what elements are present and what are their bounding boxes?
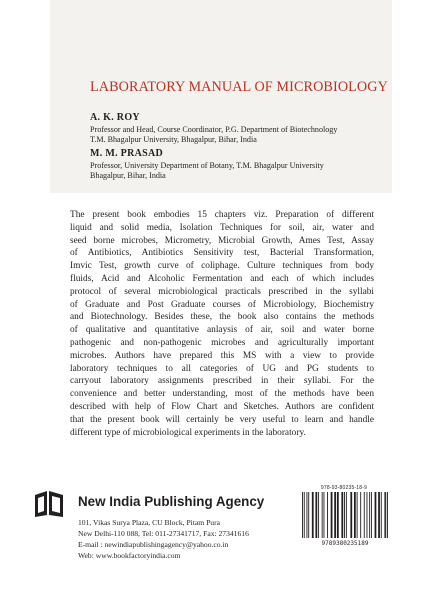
isbn-number: 978-93-80235-18-9 [320,485,368,491]
description-line: protocol of several microbiological practicals prescribed in the syllabi [70,286,374,297]
publisher-website: Web: www.bookfactoryindia.com [78,551,181,560]
barcode-bar [369,492,370,538]
isbn-barcode [296,492,394,546]
description-line: and Biotechnology. Besides these, the book also contains the methods [70,312,374,323]
author-1-name: A. K. ROY [90,112,140,123]
description-line: The present book embodies 15 chapters viz. Preparation of different [70,210,374,220]
publisher-logo-icon [33,489,65,519]
barcode-bar [322,492,323,538]
barcode-bar [344,492,345,538]
description-line: fluids, Acid and Alcoholic Fermentation and each of which includes [70,273,374,284]
barcode-bar [334,492,336,538]
barcode-bar [315,492,317,538]
barcode-bar [385,492,386,538]
barcode-bar [331,492,333,538]
barcode-bar [318,492,319,538]
barcode-bar [384,492,385,538]
description-line: pathogenic and non-pathogenic microbes and agriculturally important [70,337,374,348]
description-line: liquid and solid media, Isolation Techniques for soil, air, water and [70,222,374,233]
author-2-affiliation-line-2: Bhagalpur, Bihar, India [90,171,166,180]
barcode-bar [381,492,382,538]
author-1-affiliation-line-1: Professor and Head, Course Coordinator, P.G. Department of Biotechnology [90,125,338,134]
barcode-bar [304,492,305,538]
description-line: of Antibiotics, Antibiotics Sensitivity test, Bacterial Transformation, [70,248,374,259]
description-line: carryout laboratory assignments prescribed in their syllabi. For the [70,376,374,387]
book-title: LABORATORY MANUAL OF MICROBIOLOGY [90,79,388,95]
barcode-bar [327,492,328,538]
barcode-bar [375,492,377,538]
author-2-name: M. M. PRASAD [90,148,164,159]
description-line: described with help of Flow Chart and Sketches. Authors are confident [70,401,374,412]
barcode-bar [364,492,365,538]
barcode-bar [308,492,309,538]
barcode-bar [324,492,325,538]
publisher-email: E-mail : newindiapublishingagency@yahoo.co.in [78,540,229,549]
barcode-bar [337,492,339,538]
description-line: that the present book will certainly be very useful to learn and handle [70,414,374,425]
barcode-bar [357,492,358,538]
barcode-bar [378,492,380,538]
description-line: different type of microbiological experiments in the laboratory. [70,427,306,438]
barcode-bar [302,492,303,538]
barcode-bar [346,492,347,538]
description-line: of Graduate and Post Graduate courses of Microbiology, Biochemistry [70,299,374,310]
description-line: seed borne microbes, Micrometry, Microbial Growth, Ames Test, Assay [70,235,374,246]
barcode-bar [367,492,368,538]
barcode-bar [306,492,307,538]
description-line: microbes. Authors have prepared this MS with a view to provide [70,350,374,361]
description-line: laboratory techniques to all categories of UG and PG students to [70,363,374,374]
barcode-bar [341,492,343,538]
publisher-name: New India Publishing Agency [78,494,265,509]
description-line: convenience and better understanding, most of the methods have been [70,389,374,400]
barcode-bar [312,492,314,538]
book-description [70,209,374,439]
barcode-digits: 9789380235189 [321,540,369,546]
author-1-affiliation-line-2: T.M. Bhagalpur University, Bhagalpur, Bihar, India [90,135,257,144]
description-line: Imvic Test, growth curve of coliphage. Culture techniques from body [70,261,374,272]
description-line: of qualitative and quantitative anlaysis of air, soil and water borne [70,325,374,336]
publisher-address-line: 101, Vikas Surya Plaza, CU Block, Pitam Pura [78,518,220,527]
barcode-bar [354,492,356,538]
barcode-bar [360,492,361,538]
barcode-bar [371,492,372,538]
barcode-bar [350,492,352,538]
publisher-address-line: New Delhi-110 088, Tel: 011-27341717, Fax: 27341616 [78,529,249,538]
author-2-affiliation-line-1: Professor, University Department of Botany, T.M. Bhagalpur University [90,161,324,170]
barcode-bar [387,492,388,538]
